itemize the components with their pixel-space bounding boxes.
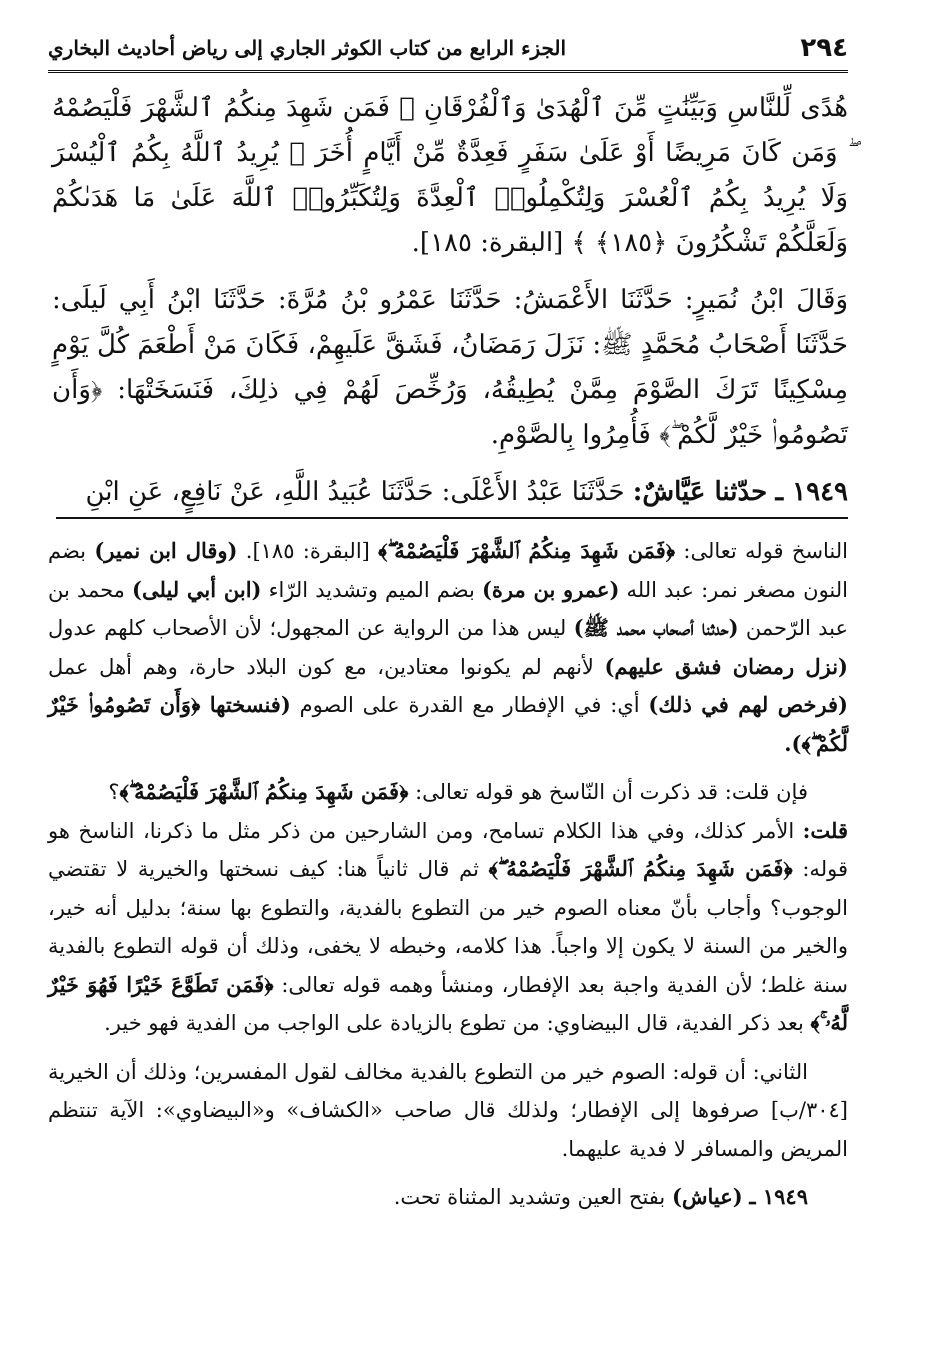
text: ليس هذا من الرواية عن المجهول؛ لأن الأصحاب كلهم عدول	[48, 616, 574, 640]
hadith-number: ١٩٤٩ ـ	[775, 477, 848, 507]
text: بفتح العين وتشديد المثناة تحت.	[393, 1185, 672, 1209]
hadith-number: ١٩٤٩ ـ	[749, 1184, 808, 1209]
text: أي: في الإفطار مع القدرة على الصوم	[290, 693, 649, 717]
commentary-paragraph	[48, 773, 848, 1043]
running-title: الجزء الرابع من كتاب الكوثر الجاري إلى رياض أحاديث البخاري	[48, 36, 567, 60]
commentary	[48, 532, 848, 1227]
hadith-lead: حدّثنا عَيَّاشٌ:	[632, 477, 768, 507]
verse-line: هُدًى لِّلنَّاسِ وَبَيِّنَٰتٍ مِّنَ ٱلْهُدَىٰ وَٱلْفُرْقَانِ ۚ فَمَن شَهِدَ مِنكُمُ ٱلشَّهْرَ فَلْيَصُمْهُ ۖ وَمَن كَانَ	[52, 93, 848, 168]
text: الأمر كذلك، وفي هذا الكلام تسامح، ومن الشارحين من ذكر مثل ما ذكرنا، الناسخ هو قوله:	[48, 818, 848, 881]
verse-line: وَلِتُكْمِلُوا۟ ٱلْعِدَّةَ وَلِتُكَبِّرُوا۟ ٱللَّهَ عَلَىٰ مَا هَدَىٰكُمْ وَلَعَلَّكُمْ تَشْكُرُونَ ﴿١٨٥﴾ ﴾ [البقرة: ١٨٥].	[52, 183, 848, 258]
lemma: (نزل رمضان فشق عليهم)	[604, 653, 848, 679]
text: ثم قال ثانياً هنا: كيف نسختها والخيرية لا تقتضي الوجوب؟ وأجاب بأنّ معناه الصوم خير من التطوع بالفدية، والتطوع بها سنة؛ بدليل أنه خير، والخير من السنة لا يكون إلا واجباً. هذا كلامه، وخبطه لا يخفى، وذلك أن قوله التطوع بالفدية سنة غلط؛ لأن الفدية واجبة بعد الإفطار، ومنشأ وهمه قوله تعالى:	[48, 857, 849, 997]
page-header	[48, 26, 848, 73]
lemma: (عياش)	[671, 1184, 743, 1209]
quran-quote: ﴿فَمَن شَهِدَ مِنكُمُ ٱلشَّهْرَ فَلْيَصُمْهُ ۖ﴾	[488, 856, 793, 881]
hadith-paragraph: وَقَالَ ابْنُ نُمَيرٍ: حَدَّثَنَا الأَعْمَشُ: حَدَّثَنَا عَمْرُو بْنُ مُرَّةَ: حَدَّثَنَا ابْنُ أَبِي لَيلَى: حَدَّثَنَا أَصْحَابُ مُحَمَّدٍ ﷺ: نَزَلَ رَمَضَانُ، فَشَقَّ عَلَيهِمْ، فَكَانَ مَنْ أَطْعَمَ كُلَّ يَوْمٍ مِسْكِينًا تَرَكَ الصَّوْمَ مِمَّنْ يُطِيقُهُ، وَرُخِّصَ لَهُمْ فِي ذلِكَ، فَنَسَخَتْهَا: ﴿وَأَن تَصُومُوا۟ خَيْرٌ لَّكُمْ ۖ﴾ فَأُمِرُوا بِالصَّوْمِ.	[52, 285, 848, 450]
lemma: (ابن أبي ليلى)	[132, 576, 262, 602]
commentary-paragraph	[48, 532, 848, 763]
quran-verse	[52, 86, 848, 266]
quran-quote: ﴿فَمَن تَطَوَّعَ خَيْرًا فَهُوَ خَيْرٌ لَّهُۥ ۚ﴾	[48, 971, 848, 1035]
lemma: (فنسختها	[209, 692, 291, 717]
lemma: قلت:	[802, 817, 848, 843]
text: بعد ذكر الفدية، قال البيضاوي: من تطوع بالزيادة على الواجب من الفدية فهو خير.	[104, 1011, 811, 1035]
quran-quote: ﴿فَمَن شَهِدَ مِنكُمُ ٱلشَّهْرَ فَلْيَصُمْهُ ۖ﴾	[119, 779, 409, 804]
commentary-paragraph	[48, 1178, 848, 1217]
lemma: (عمرو بن مرة)	[481, 576, 620, 602]
main-text	[52, 86, 848, 527]
text: فإن قلت: قد ذكرت أن النّاسخ هو قوله تعالى:	[408, 780, 808, 804]
text: [البقرة: ١٨٥].	[237, 539, 379, 563]
lemma: (حدثنا أصحاب محمد ﷺ)	[573, 615, 739, 640]
page-number: ٢٩٤	[800, 33, 848, 63]
hadith-text: حَدَّثَنَا عَبْدُ الأَعْلَى: حَدَّثَنَا عُبَيدُ اللَّهِ، عَنْ نَافِعٍ، عَنِ ابْنِ	[85, 477, 625, 507]
text: ؟	[108, 780, 120, 804]
text: لأنهم لم يكونوا معتادين، مع كون البلاد حارة، وهم أهل عمل	[48, 654, 605, 679]
text: بضم النون مصغر نمر: عبد الله	[48, 539, 848, 602]
lemma: (وقال ابن نمير)	[94, 538, 238, 563]
text: محمد بن عبد الرّحمن	[48, 577, 848, 640]
footnote-divider	[56, 517, 848, 519]
commentary-paragraph: الثاني: أن قوله: الصوم خير من التطوع بالفدية مخالف لقول المفسرين؛ وذلك أن الخيرية [٣٠٤/ب] صرفوها إلى الإفطار؛ ولذلك قال صاحب «الكشاف» و«البيضاوي»: الآية تنتظم المريض والمسافر لا فدية عليهما.	[48, 1059, 848, 1161]
quran-quote: ﴿فَمَن شَهِدَ مِنكُمُ ٱلشَّهْرَ فَلْيَصُمْهُ ۖ﴾	[378, 538, 676, 563]
hadith-1949	[52, 470, 848, 515]
quran-quote: ﴿وَأَن تَصُومُوا۟ خَيْرٌ لَّكُمْ ۖ﴾	[48, 692, 848, 756]
text: الناسخ قوله تعالى:	[675, 539, 849, 563]
lemma: ).	[784, 730, 802, 756]
text: بضم الميم وتشديد الرّاء	[261, 577, 482, 602]
verse-line: مَرِيضًا أَوْ عَلَىٰ سَفَرٍ فَعِدَّةٌ مِّنْ أَيَّامٍ أُخَرَ ۗ يُرِيدُ ٱللَّهُ بِكُمُ ٱلْيُسْرَ وَلَا يُرِيدُ بِكُمُ ٱلْعُسْرَ	[52, 138, 849, 213]
lemma: (فرخص لهم في ذلك)	[648, 692, 848, 717]
